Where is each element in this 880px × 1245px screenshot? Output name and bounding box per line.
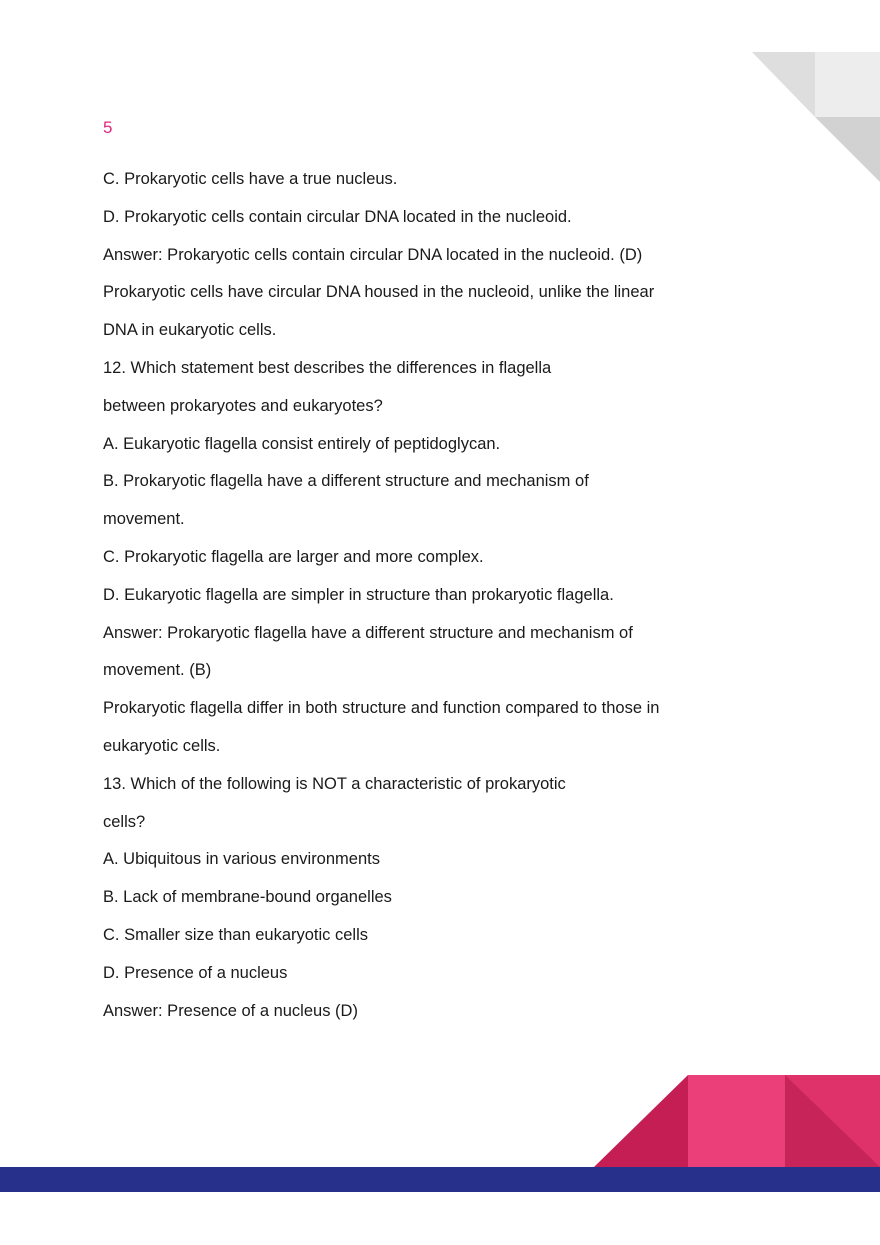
corner-decoration-bottom [580, 1065, 880, 1170]
text-line: movement. [103, 510, 185, 529]
text-line: D. Presence of a nucleus [103, 963, 288, 982]
page-number: 5 [103, 118, 113, 137]
text-line: eukaryotic cells. [103, 736, 221, 755]
text-line: DNA in eukaryotic cells. [103, 321, 277, 340]
text-line: 12. Which statement best describes the differences in flagella [103, 358, 552, 377]
text-line: D. Eukaryotic flagella are simpler in structure than prokaryotic flagella. [103, 585, 614, 604]
text-line: C. Prokaryotic cells have a true nucleus. [103, 170, 398, 188]
corner-decoration-top [740, 40, 880, 185]
text-line: between prokaryotes and eukaryotes? [103, 396, 383, 415]
deco-gray-triangle-right [815, 117, 880, 182]
text-line: B. Lack of membrane-bound organelles [103, 888, 392, 907]
text-line: B. Prokaryotic flagella have a different structure and mechanism of [103, 472, 589, 491]
deco-gray-triangle-left [752, 52, 815, 117]
text-line: C. Smaller size than eukaryotic cells [103, 925, 369, 944]
text-line: Prokaryotic flagella differ in both structure and function compared to those in [103, 699, 660, 718]
text-line: Answer: Presence of a nucleus (D) [103, 1001, 358, 1020]
text-line: Prokaryotic cells have circular DNA housed in the nucleoid, unlike the linear [103, 283, 655, 302]
text-line: D. Prokaryotic cells contain circular DNA located in the nucleoid. [103, 207, 572, 226]
document-body [103, 161, 723, 1030]
text-line: 13. Which of the following is NOT a characteristic of prokaryotic [103, 774, 566, 793]
deco-pink-triangle [594, 1075, 688, 1167]
text-line: C. Prokaryotic flagella are larger and more complex. [103, 547, 484, 566]
deco-pink-block [688, 1075, 785, 1167]
text-line: A. Eukaryotic flagella consist entirely of peptidoglycan. [103, 434, 501, 453]
text-line: cells? [103, 812, 146, 831]
bottom-bar [0, 1167, 880, 1192]
text-line: A. Ubiquitous in various environments [103, 850, 380, 869]
text-line: movement. (B) [103, 661, 212, 680]
text-line: Answer: Prokaryotic cells contain circular DNA located in the nucleoid. (D) [103, 245, 643, 264]
text-line: Answer: Prokaryotic flagella have a different structure and mechanism of [103, 623, 633, 642]
deco-gray-square [815, 52, 880, 117]
